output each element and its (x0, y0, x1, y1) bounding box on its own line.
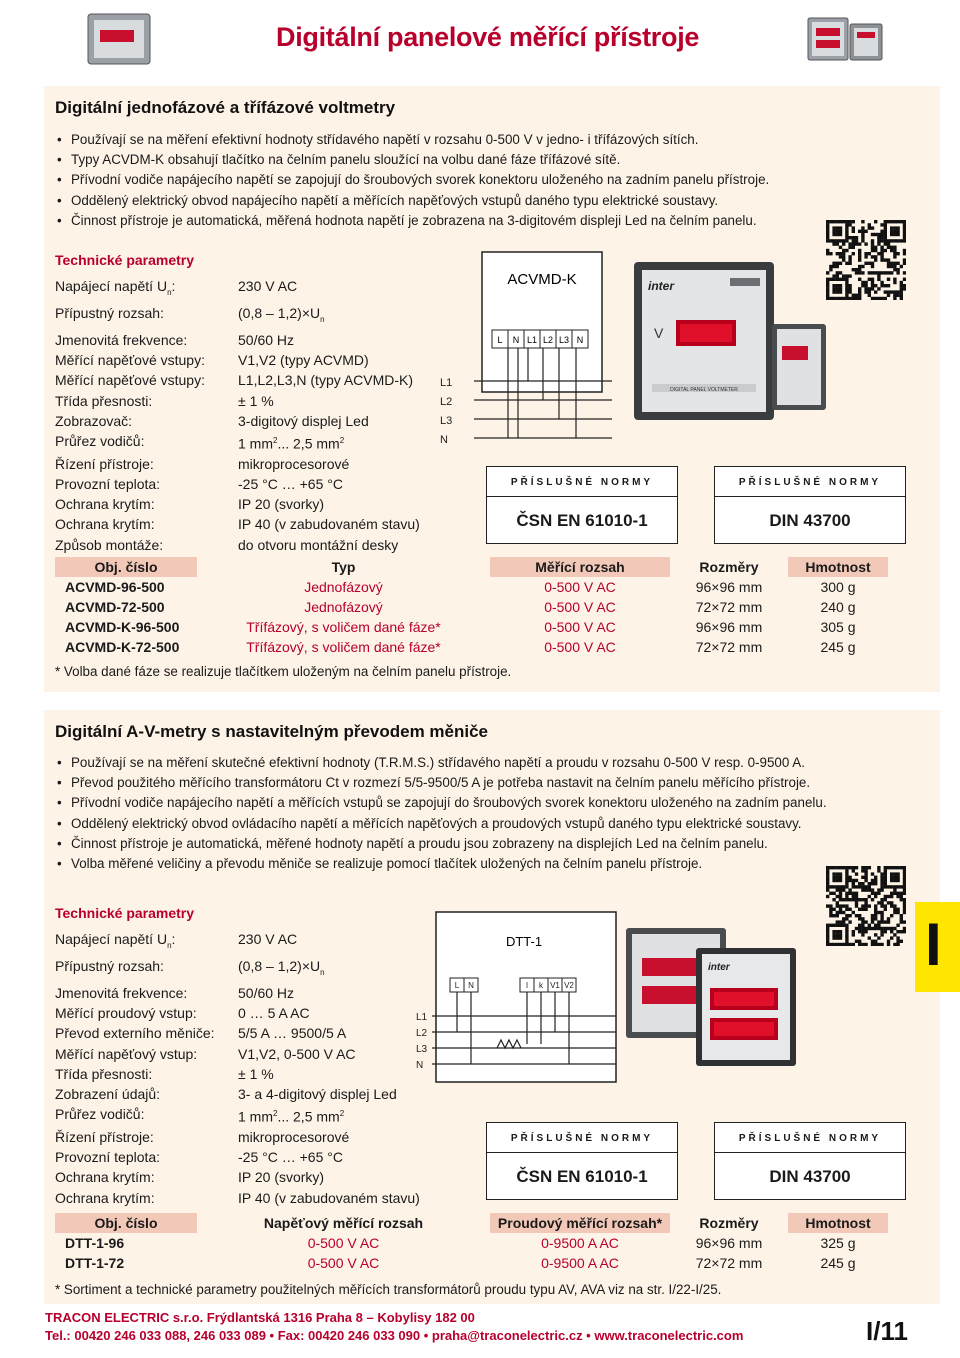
header-product-thumb-right (806, 14, 884, 64)
section1-footnote: * Volba dané fáze se realizuje tlačítkem uloženým na čelním panelu přístroje. (55, 664, 512, 679)
param-row (55, 535, 420, 555)
chapter-tab (915, 902, 960, 992)
param-key: Ochrana krytím: (55, 516, 155, 533)
section1-tech-title: Technické parametry (55, 252, 195, 268)
table-cell: 96×96 mm (695, 579, 763, 595)
param-key: Způsob montáže: (55, 536, 164, 553)
param-value: $(0,8 - 1,2)\times U_n$ (238, 958, 325, 977)
table-cell: 0-500 V AC (544, 639, 616, 655)
param-value: 3- a 4-digitový displej Led (238, 1086, 397, 1103)
col-header: Proudový měřící rozsah* (490, 1213, 670, 1233)
chapter-tab-letter: I (925, 911, 942, 978)
col-header: Rozměry (699, 559, 759, 575)
col-header: Obj. číslo (55, 557, 197, 577)
param-key: Přípustný rozsah: (55, 305, 164, 321)
table-row (55, 577, 888, 597)
footer-address: TRACON ELECTRIC s.r.o. Frýdlantská 1316 Praha 8 – Kobylisy 182 00 (45, 1310, 475, 1325)
table-cell: 72×72 mm (695, 599, 763, 615)
param-key: Řízení přístroje: (55, 455, 154, 472)
param-value: V1,V2, 0-500 V AC (238, 1045, 356, 1062)
param-key: Napájecí napětí $U_n$: (55, 278, 176, 297)
footer-contacts: Tel.: 00420 246 033 088, 246 033 089 • Fax: 00420 246 033 090 • praha@traconelectric.cz • www.traconelectric.com (45, 1328, 744, 1343)
table-cell: 305 g (820, 619, 856, 635)
table-cell: Třífázový, s voličem dané fáze* (246, 639, 441, 655)
norm-box-din (714, 466, 906, 544)
section1-params (55, 276, 420, 555)
param-row (55, 929, 420, 956)
order-table-voltmeters (55, 557, 888, 657)
table-cell: 72×72 mm (695, 1255, 763, 1271)
table-cell: Jednofázový (304, 599, 383, 615)
param-value: IP 40 (v zabudovaném stavu) (238, 1189, 420, 1206)
bullet-item: • Oddělený elektrický obvod ovládacího napětí a měřících napěťových a proudových vstupů daného typu elektrické soustavy. (55, 814, 827, 834)
table-header-row (55, 557, 888, 577)
param-value: IP 20 (svorky) (238, 496, 325, 513)
table-cell: 0-500 V AC (307, 1255, 380, 1271)
param-row (55, 983, 420, 1003)
param-value: 1 $mm^2$... 2,5 $mm^2$ (238, 435, 345, 452)
param-value: 50/60 Hz (238, 985, 295, 1001)
param-value: 3-digitový displej Led (238, 412, 369, 429)
terminal-label: L (497, 335, 503, 345)
norm-box-csn (486, 1122, 678, 1200)
col-header: Rozměry (699, 1215, 759, 1231)
norm-box-din (714, 1122, 906, 1200)
param-row (55, 1104, 420, 1127)
panel-caption: DIGITAL PANEL VOLTMETER (670, 387, 738, 393)
terminal-label: k (539, 981, 543, 990)
order-table-av-meters (55, 1213, 888, 1273)
table-cell: 0-500 V AC (544, 619, 616, 635)
line-label: L1 (440, 377, 453, 389)
norm-label: PŘÍSLUŠNÉ NORMY (738, 477, 882, 488)
param-row (55, 411, 420, 431)
param-value: 0 … 5 A AC (238, 1005, 310, 1022)
bullet-item: • Volba měřené veličiny a převodu měniče se realizuje pomocí tlačítek uložených na čelním panelu přístroje. (55, 854, 827, 874)
bullet-item: • Převod použitého měřícího transformátoru Ct v rozmezí 5/5-9500/5 A je potřeba nastavit na čelním panelu měřícího přístroje. (55, 773, 827, 793)
page-title: Digitální panelové měřící přístroje (276, 22, 700, 52)
page-number: I/11 (866, 1316, 908, 1346)
qr-code-icon (826, 866, 906, 946)
table-cell: Třífázový, s voličem dané fáze* (246, 619, 441, 635)
table-cell: 0-9500 A AC (541, 1235, 619, 1251)
table-row (55, 1253, 888, 1273)
param-value: ± 1 % (238, 392, 274, 409)
terminal-label: N (468, 981, 474, 990)
param-key: Zobrazení údajů: (55, 1086, 161, 1103)
param-key: Jmenovitá frekvence: (55, 332, 188, 348)
table-cell: ACVMD-K-72-500 (65, 639, 180, 655)
terminal-label: N (576, 335, 584, 345)
diagram-device-label: ACVMD-K (507, 271, 577, 288)
param-key: Třída přesnosti: (55, 1065, 153, 1082)
param-row (55, 391, 420, 411)
param-row (55, 370, 420, 390)
terminal-label: l (526, 981, 528, 990)
col-header: Měřící rozsah (490, 557, 670, 577)
terminal-label: L3 (558, 335, 570, 345)
table-cell: 325 g (820, 1235, 856, 1251)
section2-bullets (55, 753, 827, 874)
param-key: Měřící napěťový vstup: (55, 1045, 198, 1062)
section2-tech-title: Technické parametry (55, 905, 195, 921)
param-key: Měřící napěťové vstupy: (55, 372, 205, 389)
param-row (55, 1127, 420, 1147)
param-key: Průřez vodičů: (55, 1106, 145, 1123)
table-row (55, 637, 888, 657)
table-row (55, 597, 888, 617)
col-header: Typ (331, 559, 356, 575)
col-header: Hmotnost (788, 557, 888, 577)
table-cell: 300 g (820, 579, 856, 595)
terminal-label: L2 (542, 335, 554, 345)
norm-label: PŘÍSLUŠNÉ NORMY (738, 1133, 882, 1144)
line-label: L3 (440, 415, 453, 427)
norm-value: DIN 43700 (769, 511, 851, 530)
section1-title: Digitální jednofázové a třífázové voltmetry (55, 98, 396, 117)
line-label: N (440, 434, 448, 446)
bullet-item: • Oddělený elektrický obvod napájecího napětí a měřících napěťových vstupů daného typu elektrické soustavy. (55, 191, 769, 211)
param-value: 1 $mm^2$... 2,5 $mm^2$ (238, 1108, 345, 1125)
col-header: Napěťový měřící rozsah (263, 1215, 424, 1231)
norm-label: PŘÍSLUŠNÉ NORMY (510, 477, 654, 488)
terminal-label: N (512, 335, 520, 345)
param-row (55, 1188, 420, 1208)
param-value: mikroprocesorové (238, 455, 350, 472)
param-row (55, 1084, 420, 1104)
param-key: Provozní teplota: (55, 476, 161, 493)
section1-bullets (55, 130, 769, 231)
table-cell: 0-500 V AC (307, 1235, 380, 1251)
line-label: L1 (416, 1012, 428, 1023)
bullet-item: • Činnost přístroje je automatická, měřená hodnota napětí je zobrazena na 3-digitovém displeji Led na čelním panelu. (55, 211, 769, 231)
param-row (55, 303, 420, 330)
param-value: -25 °C … +65 °C (238, 476, 343, 493)
line-label: N (416, 1060, 424, 1071)
param-value: do otvoru montážní desky (238, 536, 399, 553)
param-value: $(0,8 - 1,2)\times U_n$ (238, 305, 325, 324)
norm-value: ČSN EN 61010-1 (516, 1167, 648, 1186)
param-value: mikroprocesorové (238, 1129, 350, 1146)
section2-params (55, 929, 420, 1208)
norm-value: DIN 43700 (769, 1167, 851, 1186)
terminal-label: V1 (550, 981, 560, 990)
table-cell: Jednofázový (304, 579, 383, 595)
param-row (55, 1147, 420, 1167)
norm-label: PŘÍSLUŠNÉ NORMY (510, 1133, 654, 1144)
param-value: V1,V2 (typy ACVMD) (238, 352, 369, 369)
wiring-diagram-acvmd-k (432, 250, 832, 460)
qr-code-icon (826, 220, 906, 300)
param-row (55, 494, 420, 514)
param-row (55, 330, 420, 350)
bullet-item: • Používají se na měření skutečné efektivní hodnoty (T.R.M.S.) střídavého napětí a proudu v rozsahu 0-500 V resp. 0-9500 A. (55, 753, 827, 773)
param-row (55, 276, 420, 303)
table-cell: ACVMD-K-96-500 (65, 619, 180, 635)
param-key: Třída přesnosti: (55, 392, 153, 409)
param-row (55, 350, 420, 370)
device-photo-acvmd (634, 262, 774, 420)
table-cell: 72×72 mm (695, 639, 763, 655)
param-value: IP 40 (v zabudovaném stavu) (238, 516, 420, 533)
table-cell: 96×96 mm (695, 1235, 763, 1251)
bullet-item: • Činnost přístroje je automatická, měřené hodnoty napětí a proudu jsou zobrazeny na displejích Led na čelním panelu. (55, 834, 827, 854)
table-cell: ACVMD-72-500 (65, 599, 165, 615)
display-unit-label: V (654, 325, 664, 341)
table-cell: 245 g (820, 1255, 856, 1271)
param-value: -25 °C … +65 °C (238, 1149, 343, 1166)
section2-title: Digitální A-V-metry s nastavitelným převodem měniče (55, 722, 489, 741)
param-value: IP 20 (svorky) (238, 1169, 325, 1186)
param-value: 230 V AC (238, 931, 298, 947)
param-key: Měřící napěťové vstupy: (55, 352, 205, 369)
param-row (55, 956, 420, 983)
diagram-device-label: DTT-1 (505, 934, 543, 949)
table-cell: 96×96 mm (695, 619, 763, 635)
param-row (55, 1044, 420, 1064)
param-value: 50/60 Hz (238, 332, 295, 348)
param-key: Jmenovitá frekvence: (55, 985, 188, 1001)
norm-box-csn (486, 466, 678, 544)
bullet-item: • Typy ACVDM-K obsahují tlačítko na čelním panelu sloužící na volbu dané fáze třífázové sítě. (55, 150, 769, 170)
table-cell: ACVMD-96-500 (65, 579, 165, 595)
param-key: Zobrazovač: (55, 412, 133, 429)
param-value: L1,L2,L3,N (typy ACVMD-K) (238, 372, 414, 389)
param-row (55, 1023, 420, 1043)
param-key: Ochrana krytím: (55, 1189, 155, 1206)
section2-footnote: * Sortiment a technické parametry použitelných měřících transformátorů proudu typu AV, AVA viz na str. I/22-I/25. (55, 1282, 722, 1297)
param-key: Měřící proudový vstup: (55, 1005, 197, 1022)
line-label: L2 (440, 396, 453, 408)
param-key: Převod externího měniče: (55, 1025, 215, 1042)
param-key: Průřez vodičů: (55, 433, 145, 450)
brand-logo: inter (708, 962, 730, 973)
table-cell: 0-500 V AC (544, 599, 616, 615)
col-header: Hmotnost (788, 1213, 888, 1233)
param-row (55, 454, 420, 474)
header-product-thumb-left (86, 12, 152, 66)
param-value: 230 V AC (238, 278, 298, 294)
param-key: Řízení přístroje: (55, 1129, 154, 1146)
param-row (55, 431, 420, 454)
bullet-item: • Přívodní vodiče napájecího napětí se zapojují do šroubových svorek konektoru uloženého na zadním panelu přístroje. (55, 170, 769, 190)
table-header-row (55, 1213, 888, 1233)
terminal-label: L (454, 981, 460, 990)
param-key: Ochrana krytím: (55, 1169, 155, 1186)
terminal-label: V2 (564, 981, 574, 990)
param-key: Přípustný rozsah: (55, 958, 164, 974)
table-cell: DTT-1-72 (65, 1255, 125, 1271)
col-header: Obj. číslo (55, 1213, 197, 1233)
table-cell: DTT-1-96 (65, 1235, 125, 1251)
param-row (55, 1167, 420, 1187)
brand-logo: inter (648, 279, 675, 293)
table-row (55, 617, 888, 637)
param-key: Provozní teplota: (55, 1149, 161, 1166)
line-label: L3 (416, 1044, 428, 1055)
line-label: L2 (416, 1028, 428, 1039)
table-cell: 0-9500 A AC (541, 1255, 619, 1271)
param-row (55, 514, 420, 534)
param-row (55, 1064, 420, 1084)
norm-value: ČSN EN 61010-1 (516, 511, 648, 530)
param-value: 5/5 A … 9500/5 A (238, 1025, 347, 1042)
param-row (55, 474, 420, 494)
table-cell: 245 g (820, 639, 856, 655)
table-row (55, 1233, 888, 1253)
param-row (55, 1003, 420, 1023)
wiring-diagram-dtt-1 (412, 908, 832, 1084)
table-cell: 0-500 V AC (544, 579, 616, 595)
bullet-item: • Přívodní vodiče napájecího napětí a měřících vstupů se zapojují do šroubových svorek konektoru uloženého na zadním panelu. (55, 793, 827, 813)
param-value: ± 1 % (238, 1065, 274, 1082)
table-cell: 240 g (820, 599, 856, 615)
bullet-item: • Používají se na měření efektivní hodnoty střídavého napětí v rozsahu 0-500 V v jedno- i třífázových sítích. (55, 130, 769, 150)
terminal-label: L1 (526, 335, 538, 345)
param-key: Napájecí napětí $U_n$: (55, 931, 176, 950)
param-key: Ochrana krytím: (55, 496, 155, 513)
